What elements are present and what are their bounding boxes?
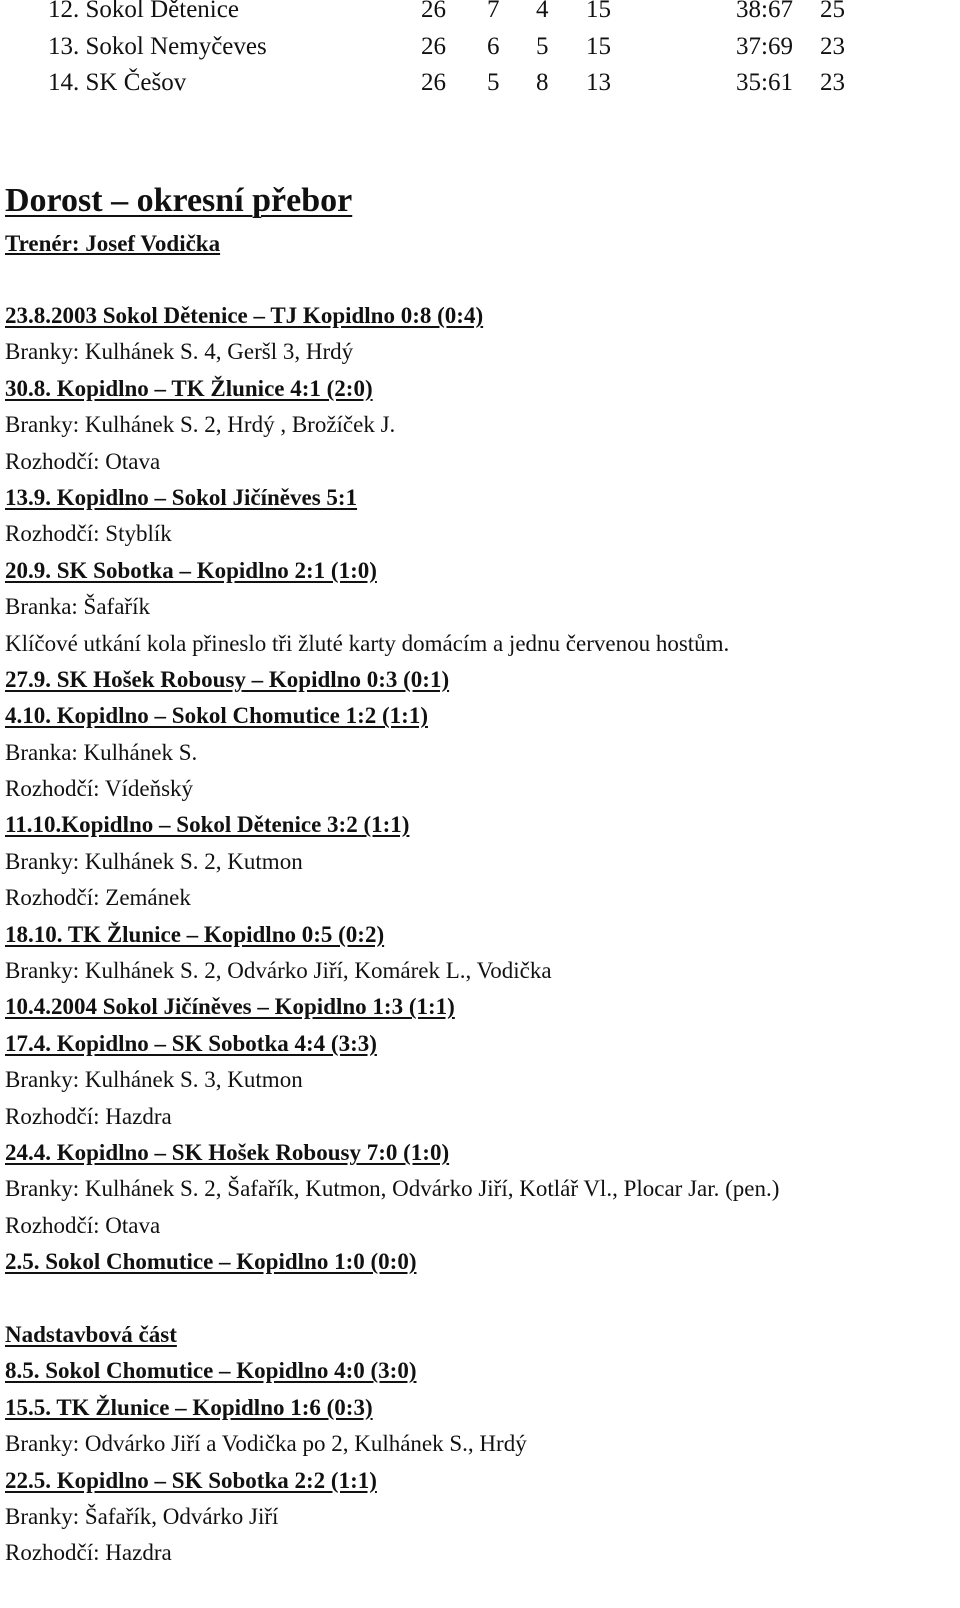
detail-text: Branky: Kulhánek S. 2, Kutmon xyxy=(5,848,303,874)
goal-score: 37:69 xyxy=(736,33,793,60)
match-detail xyxy=(5,1499,955,1535)
match-label: 24.4. Kopidlno – SK Hošek Robousy 7:0 (1:0) xyxy=(5,1139,450,1165)
match-label: 11.10.Kopidlno – Sokol Dětenice 3:2 (1:1) xyxy=(5,812,410,838)
match-result xyxy=(5,698,955,734)
detail-text: Branka: Kulhánek S. xyxy=(5,739,198,765)
losses: 15 xyxy=(586,0,611,23)
match-detail xyxy=(5,444,955,480)
match-detail xyxy=(5,589,955,625)
standings-row xyxy=(0,0,960,30)
match-detail xyxy=(5,1535,955,1571)
match-detail xyxy=(5,1171,955,1207)
match-result xyxy=(5,662,955,698)
match-result xyxy=(5,917,955,953)
match-result xyxy=(5,989,955,1025)
team-name: 14. SK Češov xyxy=(48,69,187,96)
coach-line: Trenér: Josef Vodička xyxy=(5,231,221,256)
detail-text: Branky: Kulhánek S. 2, Hrdý , Brožíček J. xyxy=(5,412,396,438)
match-detail xyxy=(5,880,955,916)
match-result xyxy=(5,1390,955,1426)
match-result xyxy=(5,298,955,334)
match-label: 20.9. SK Sobotka – Kopidlno 2:1 (1:0) xyxy=(5,557,377,583)
subsection-title xyxy=(5,1317,955,1353)
draws: 8 xyxy=(536,69,549,96)
match-detail xyxy=(5,1099,955,1135)
team-name: 13. Sokol Nemyčeves xyxy=(48,33,267,60)
match-label: 15.5. TK Žlunice – Kopidlno 1:6 (0:3) xyxy=(5,1394,373,1420)
detail-text: Rozhodčí: Otava xyxy=(5,448,161,474)
detail-text: Rozhodčí: Styblík xyxy=(5,521,172,547)
games-played: 26 xyxy=(421,33,446,60)
spacer xyxy=(5,1281,955,1317)
detail-text: Rozhodčí: Vídeňský xyxy=(5,776,194,802)
wins: 7 xyxy=(487,0,500,23)
match-result xyxy=(5,807,955,843)
goal-score: 35:61 xyxy=(736,69,793,96)
detail-text: Rozhodčí: Hazdra xyxy=(5,1103,172,1129)
match-detail xyxy=(5,1208,955,1244)
detail-text: Rozhodčí: Hazdra xyxy=(5,1540,172,1566)
games-played: 26 xyxy=(421,0,446,23)
match-result xyxy=(5,1244,955,1280)
results-list xyxy=(5,298,955,1572)
match-detail xyxy=(5,1426,955,1462)
detail-text: Branky: Kulhánek S. 2, Šafařík, Kutmon, Odvárko Jiří, Kotlář Vl., Plocar Jar. (pen.) xyxy=(5,1176,780,1202)
wins: 6 xyxy=(487,33,500,60)
detail-text: Rozhodčí: Zemánek xyxy=(5,885,191,911)
match-detail xyxy=(5,626,955,662)
match-result xyxy=(5,1463,955,1499)
match-label: 13.9. Kopidlno – Sokol Jičíněves 5:1 xyxy=(5,484,358,510)
detail-text: Branky: Kulhánek S. 2, Odvárko Jiří, Komárek L., Vodička xyxy=(5,958,552,984)
points: 23 xyxy=(820,69,845,96)
match-result xyxy=(5,1026,955,1062)
games-played: 26 xyxy=(421,69,446,96)
match-result xyxy=(5,553,955,589)
detail-text: Branky: Odvárko Jiří a Vodička po 2, Kulhánek S., Hrdý xyxy=(5,1431,527,1457)
detail-text: Branky: Kulhánek S. 3, Kutmon xyxy=(5,1067,303,1093)
detail-text: Branky: Kulhánek S. 4, Geršl 3, Hrdý xyxy=(5,339,354,365)
losses: 15 xyxy=(586,33,611,60)
standings-row xyxy=(0,69,960,103)
match-label: 30.8. Kopidlno – TK Žlunice 4:1 (2:0) xyxy=(5,375,373,401)
section-title: Dorost – okresní přebor xyxy=(5,182,353,219)
match-label: 27.9. SK Hošek Robousy – Kopidlno 0:3 (0:1) xyxy=(5,666,450,692)
results-section xyxy=(5,180,955,1572)
match-detail xyxy=(5,407,955,443)
match-label: 18.10. TK Žlunice – Kopidlno 0:5 (0:2) xyxy=(5,921,385,947)
match-result xyxy=(5,1135,955,1171)
match-result xyxy=(5,1353,955,1389)
match-detail xyxy=(5,516,955,552)
match-detail xyxy=(5,1062,955,1098)
draws: 5 xyxy=(536,33,549,60)
match-detail xyxy=(5,844,955,880)
points: 25 xyxy=(820,0,845,23)
losses: 13 xyxy=(586,69,611,96)
points: 23 xyxy=(820,33,845,60)
match-detail xyxy=(5,953,955,989)
match-label: 23.8.2003 Sokol Dětenice – TJ Kopidlno 0:8 (0:4) xyxy=(5,303,484,328)
wins: 5 xyxy=(487,69,500,96)
match-result xyxy=(5,480,955,516)
match-detail xyxy=(5,771,955,807)
match-detail xyxy=(5,334,955,370)
standings-row xyxy=(0,33,960,67)
match-result xyxy=(5,371,955,407)
draws: 4 xyxy=(536,0,549,23)
detail-text: Branky: Šafařík, Odvárko Jiří xyxy=(5,1503,279,1529)
match-label: 8.5. Sokol Chomutice – Kopidlno 4:0 (3:0) xyxy=(5,1358,417,1384)
team-name: 12. Sokol Dětenice xyxy=(48,0,239,23)
match-label: 10.4.2004 Sokol Jičíněves – Kopidlno 1:3 (1:1) xyxy=(5,994,455,1020)
detail-text: Branka: Šafařík xyxy=(5,594,150,620)
match-detail xyxy=(5,735,955,771)
match-label: 22.5. Kopidlno – SK Sobotka 2:2 (1:1) xyxy=(5,1467,377,1493)
match-label: 17.4. Kopidlno – SK Sobotka 4:4 (3:3) xyxy=(5,1030,377,1056)
subsection-label: Nadstavbová část xyxy=(5,1321,177,1347)
match-label: 4.10. Kopidlno – Sokol Chomutice 1:2 (1:1) xyxy=(5,703,428,729)
goal-score: 38:67 xyxy=(736,0,793,23)
match-label: 2.5. Sokol Chomutice – Kopidlno 1:0 (0:0) xyxy=(5,1249,417,1275)
detail-text: Rozhodčí: Otava xyxy=(5,1212,161,1238)
detail-text: Klíčové utkání kola přineslo tři žluté karty domácím a jednu červenou hostům. xyxy=(5,630,730,656)
